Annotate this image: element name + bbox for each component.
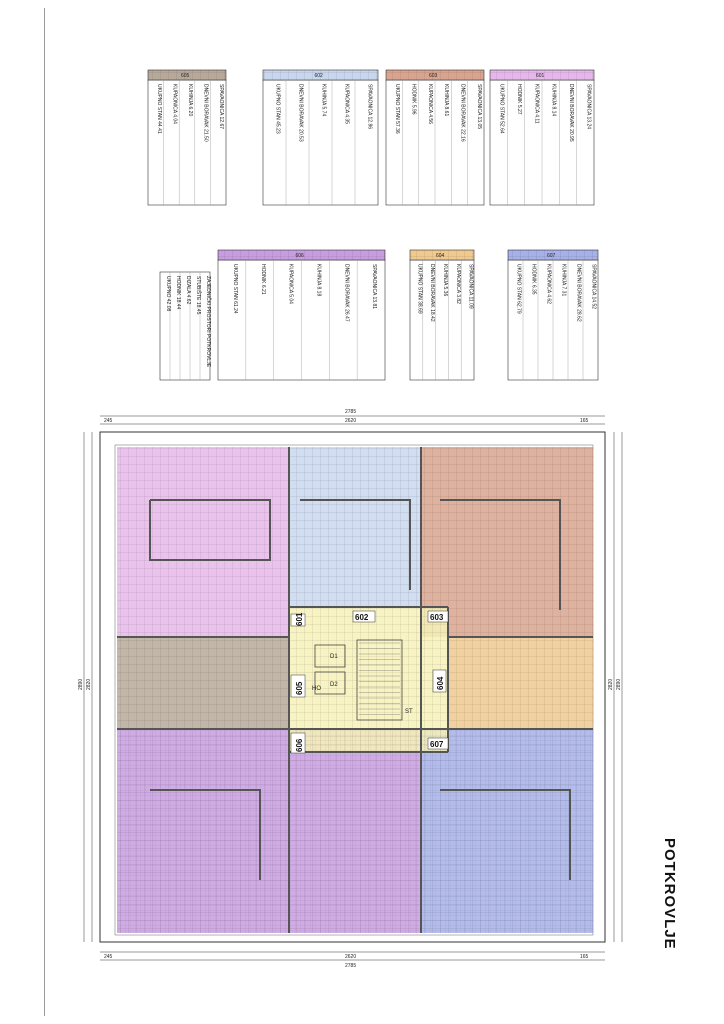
area-table-602 xyxy=(263,70,378,205)
area-table-title: 606 xyxy=(295,253,304,259)
unit-label-604: 604 xyxy=(436,676,445,690)
core-label-hall: HO xyxy=(312,686,321,692)
area-table-row: DNEVNI BORAVAK 26.47 xyxy=(343,264,350,322)
area-table-row: KUHINJA 8.14 xyxy=(550,84,557,117)
area-table-row: KUHINJA 8.61 xyxy=(443,84,450,117)
area-table-row: UKUPNO 42.08 xyxy=(165,276,171,312)
unit-label-601: 601 xyxy=(295,612,304,626)
area-table-row: HODNIK 5.96 xyxy=(410,84,417,115)
area-table-total xyxy=(160,272,212,380)
area-table-title: 603 xyxy=(429,73,438,79)
area-table-row: DNEVNI BORAVAK 20.53 xyxy=(297,84,304,142)
area-table-row: KUPAONICA 4.11 xyxy=(533,84,540,124)
area-table-row: DIZALA 4.62 xyxy=(185,276,191,305)
area-table-row: KUHINJA 8.18 xyxy=(315,264,322,297)
area-table-row: UKUPNO STAN 38.69 xyxy=(416,264,423,314)
area-table-row: SPAVAONICA 13.24 xyxy=(585,84,592,130)
area-table-row: SPAVAONICA 14.52 xyxy=(590,264,597,310)
area-table-row: KUHINJA 5.74 xyxy=(320,84,327,117)
area-table-row: SPAVAONICA 13.81 xyxy=(371,264,378,310)
area-table-title: 605 xyxy=(181,73,190,79)
dim-inner-width-top: 2620 xyxy=(345,418,357,424)
core-label-stair: ST xyxy=(405,709,413,715)
area-table-row: KUHINJA 5.36 xyxy=(442,264,448,297)
grid-overlay-dense xyxy=(117,729,593,933)
area-table-row: SPAVAONICA 12.67 xyxy=(218,84,225,130)
area-table-row: DNEVNI BORAVAK 20.95 xyxy=(568,84,574,142)
core-label-lift-1: D1 xyxy=(330,654,338,660)
unit-label-606: 606 xyxy=(295,738,304,752)
area-table-row: KUHINJA 7.31 xyxy=(560,264,567,297)
unit-label-602: 602 xyxy=(355,613,369,622)
area-table-row: UKUPNO STAN 45.23 xyxy=(274,84,281,134)
dim-left-margin-top: 245 xyxy=(104,418,113,424)
area-table-605 xyxy=(148,70,226,205)
area-table-row: KUPAONICA 4.04 xyxy=(171,84,178,124)
area-table-title: 602 xyxy=(314,73,323,79)
area-table-row: HODNIK 6.35 xyxy=(530,264,537,295)
area-table-603 xyxy=(386,70,484,205)
area-table-row: UKUPNO STAN 62.79 xyxy=(515,264,522,314)
area-table-row: DNEVNI BORAVAK 22.16 xyxy=(459,84,466,142)
area-table-604 xyxy=(410,250,474,380)
area-table-row: KUPAONICA 4.62 xyxy=(545,264,552,304)
area-table-row: KUPAONICA 5.04 xyxy=(287,264,294,304)
area-table-title: 607 xyxy=(547,253,556,259)
area-table-row: UKUPNO STAN 52.64 xyxy=(498,84,505,134)
area-table-606 xyxy=(218,250,385,380)
area-table-row: UKUPNO STAN 44.41 xyxy=(155,84,162,134)
area-table-row: UKUPNO STAN 57.36 xyxy=(394,84,401,134)
core-label-lift-2: D2 xyxy=(330,682,338,688)
area-table-row: HODNIK 5.27 xyxy=(516,84,522,115)
dim-inner-height-left: 2820 xyxy=(86,678,92,690)
unit-label-605: 605 xyxy=(295,681,304,695)
unit-label-607: 607 xyxy=(430,740,444,749)
dim-left-margin-bottom: 245 xyxy=(104,954,113,960)
area-table-title: 604 xyxy=(436,253,445,259)
area-table-row: SPAVAONICA 11.09 xyxy=(467,264,474,309)
dim-right-margin-top: 165 xyxy=(580,418,589,424)
area-table-title: 601 xyxy=(536,73,545,79)
area-table-row: HODNIK 6.21 xyxy=(259,264,266,295)
area-tables xyxy=(148,70,598,380)
area-table-row: KUPAONICA 4.56 xyxy=(426,84,433,124)
area-table-row: STUBIŠTE 18.45 xyxy=(195,276,201,315)
area-table-row: DNEVNI BORAVAK 18.42 xyxy=(429,264,436,322)
page-title: POTKROVLJE xyxy=(661,838,678,950)
area-table-row: SPAVAONICA 12.86 xyxy=(366,84,373,130)
dim-inner-width-bottom: 2620 xyxy=(345,954,357,960)
area-table-row: ZAJEDNIČKI PROSTORI POTKROVLJE xyxy=(205,276,211,368)
dim-inner-height-right: 2820 xyxy=(608,678,614,690)
area-table-row: SPAVAONICA 13.05 xyxy=(475,84,482,130)
dim-overall-width-top: 2785 xyxy=(345,409,357,415)
dim-overall-height-left: 2890 xyxy=(78,678,84,690)
area-table-row: DNEVNI BORAVAK 21.50 xyxy=(202,84,209,142)
dim-overall-width-bottom: 2785 xyxy=(345,963,357,969)
area-table-row: KUHINJA 6.20 xyxy=(187,84,193,117)
unit-label-603: 603 xyxy=(430,613,444,622)
area-table-601 xyxy=(490,70,594,205)
area-table-row: KUPAONICA 4.35 xyxy=(343,84,350,124)
floor-plan xyxy=(100,432,605,942)
dim-overall-height-right: 2890 xyxy=(616,678,622,690)
dim-right-margin-bottom: 165 xyxy=(580,954,589,960)
area-table-row: DNEVNI BORAVAK 28.62 xyxy=(575,264,582,322)
area-table-row: UKUPNO STAN 61.24 xyxy=(231,264,238,314)
area-table-row: KUPAONICA 3.82 xyxy=(454,264,461,304)
area-table-607 xyxy=(508,250,598,380)
area-table-row: HODNIK 18.44 xyxy=(175,276,181,310)
